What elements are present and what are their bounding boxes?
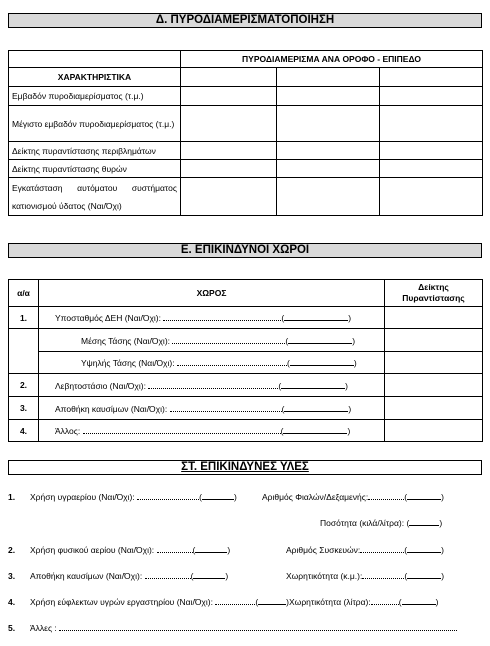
hazard-item-1: 1. Χρήση υγραερίου (Ναι/Όχι): ( ) — [8, 492, 237, 502]
blank-field[interactable] — [283, 424, 347, 434]
blank-field[interactable] — [407, 569, 441, 579]
row-label: Μέγιστο εμβαδόν πυροδιαμερίσματος (τ.μ.) — [9, 106, 181, 142]
dotted-field[interactable] — [137, 490, 199, 500]
dotted-field[interactable] — [163, 311, 281, 321]
space-row: Λεβητοστάσιο (Ναι/Όχι): ( ) — [39, 374, 385, 397]
blank-field[interactable] — [281, 379, 345, 389]
dotted-field[interactable] — [145, 569, 191, 579]
dotted-field[interactable] — [362, 569, 404, 579]
blank-field[interactable] — [288, 334, 352, 344]
blank-field[interactable] — [193, 569, 225, 579]
hazard-item-5: 5. Άλλες : — [8, 621, 457, 634]
space-row: Υψηλής Τάσης (Ναι/Όχι): ( ) — [39, 352, 385, 374]
dotted-field[interactable] — [215, 595, 255, 605]
space-row: Άλλος: ( ) — [39, 420, 385, 442]
row-label: Εγκατάσταση αυτόματου συστήματος κατιονισμού ύδατος (Ναι/Όχι) — [9, 178, 181, 216]
hazard-item-4: 4. Χρήση εύφλεκτων υγρών εργαστηρίου (Ναι/Όχι): ( )Χωρητικότητα (λίτρα): ( ) — [8, 597, 439, 607]
compartment-col-header: ΠΥΡΟΔΙΑΜΕΡΙΣΜΑ ΑΝΑ ΟΡΟΦΟ - ΕΠΙΠΕΔΟ — [181, 51, 483, 68]
section-e-title: Ε. ΕΠΙΚΙΝΔΥΝΟΙ ΧΩΡΟΙ — [8, 243, 482, 258]
blank-field[interactable] — [402, 595, 436, 605]
row-label: Δείκτης πυραντίστασης θυρών — [9, 160, 181, 178]
dotted-field[interactable] — [371, 595, 399, 605]
blank-field[interactable] — [284, 402, 348, 412]
hazard-item-1b: Ποσότητα (κιλά/λίτρα): ( ) — [320, 518, 443, 528]
blank-field[interactable] — [409, 516, 439, 526]
dotted-field[interactable] — [157, 543, 193, 553]
dotted-field[interactable] — [148, 379, 278, 389]
hazard-item-2: 2. Χρήση φυσικού αερίου (Ναι/Όχι): ( ) — [8, 545, 231, 555]
dotted-field[interactable] — [170, 402, 282, 412]
row-label: Εμβαδόν πυροδιαμερίσματος (τ.μ.) — [9, 87, 181, 106]
section-st-title: ΣΤ. ΕΠΙΚΙΝΔΥΝΕΣ ΥΛΕΣ — [8, 460, 482, 475]
blank-field[interactable] — [195, 543, 227, 553]
dotted-field[interactable] — [360, 543, 404, 553]
blank-field[interactable] — [407, 543, 441, 553]
hazardous-spaces-table: α/α ΧΩΡΟΣ Δείκτης Πυραντίστασης 1. Υποσταθμός ΔΕΗ (Ναι/Όχι): ( ) Μέσης Τάσης (Ναι/Όχι): ( ) Υψηλής Τάσης (Ναι/Όχι): ( ) 2. Λεβητοστάσιο (Ναι/Όχι): ( ) 3. Αποθήκη καυσίμων (Ναι/Όχι): ( ) 4. Άλλος: ( ) — [8, 279, 483, 442]
blank-field[interactable] — [202, 490, 234, 500]
blank-field[interactable] — [284, 311, 348, 321]
hazard-item-3: 3. Αποθήκη καυσίμων (Ναι/Όχι): ( ) — [8, 571, 229, 581]
space-row: Μέσης Τάσης (Ναι/Όχι): ( ) — [39, 329, 385, 352]
row-label: Δείκτης πυραντίστασης περιβλημάτων — [9, 142, 181, 160]
blank-field[interactable] — [258, 595, 286, 605]
dotted-field[interactable] — [177, 356, 287, 366]
section-d-title: Δ. ΠΥΡΟΔΙΑΜΕΡΙΣΜΑΤΟΠΟΙΗΣΗ — [8, 13, 482, 28]
space-row: Αποθήκη καυσίμων (Ναι/Όχι): ( ) — [39, 397, 385, 420]
characteristics-header: ΧΑΡΑΚΤΗΡΙΣΤΙΚΑ — [9, 68, 181, 87]
blank-field[interactable] — [290, 356, 354, 366]
col-space: ΧΩΡΟΣ — [39, 280, 385, 307]
blank-field[interactable] — [407, 490, 441, 500]
dotted-field[interactable] — [83, 424, 281, 434]
fire-compartment-table — [8, 50, 483, 216]
dotted-field[interactable] — [172, 334, 285, 344]
space-row: Υποσταθμός ΔΕΗ (Ναι/Όχι): ( ) — [39, 307, 385, 329]
col-fire-index: Δείκτης Πυραντίστασης — [385, 280, 483, 307]
dotted-field[interactable] — [368, 490, 404, 500]
dotted-field[interactable] — [59, 621, 457, 631]
col-aa: α/α — [9, 280, 39, 307]
